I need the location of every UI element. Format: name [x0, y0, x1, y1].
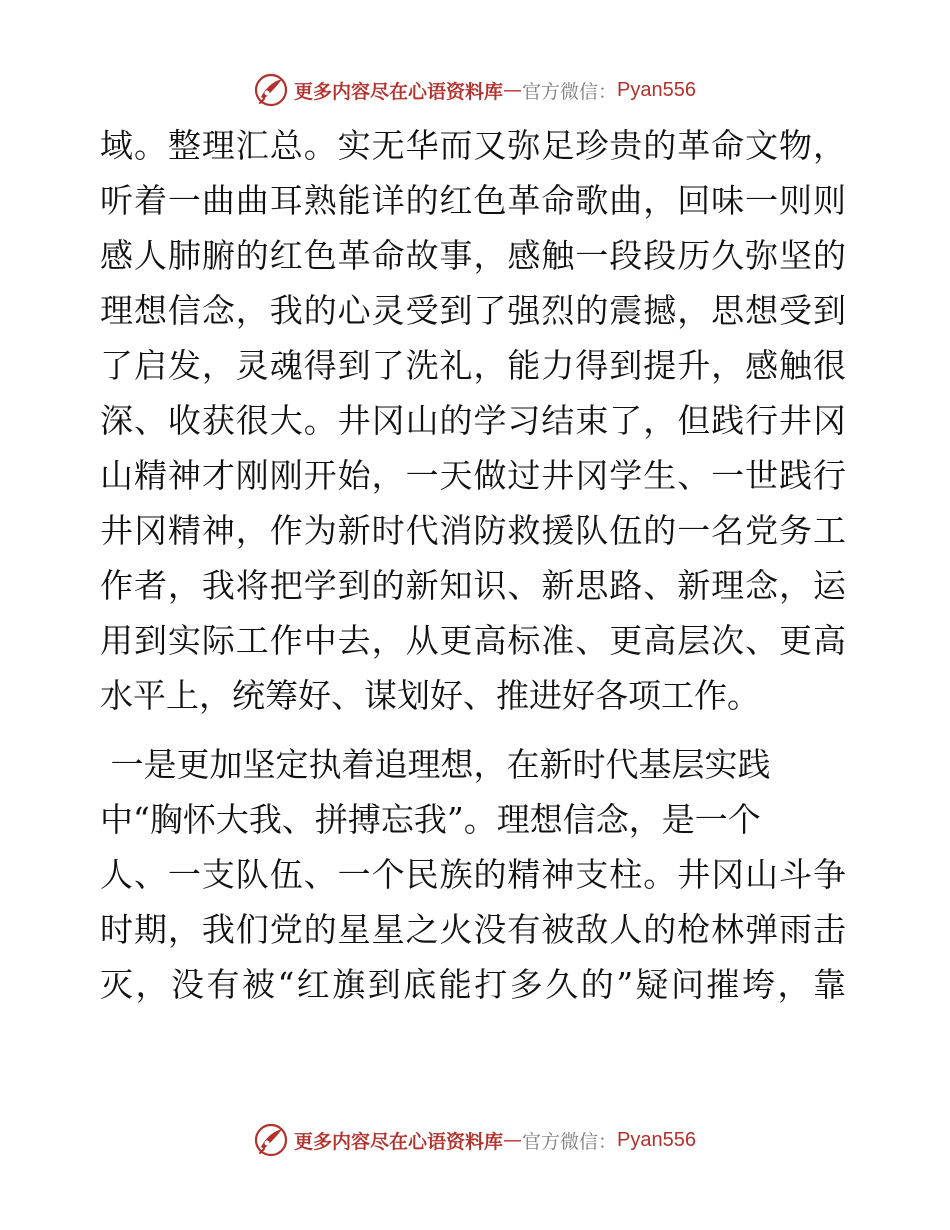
- paragraph-2: [100, 737, 860, 1012]
- text-line: 井冈精神，作为新时代消防救援队伍的一名党务工: [100, 511, 846, 550]
- paragraph-gap: [100, 723, 860, 737]
- text-line: 作者，我将把学到的新知识、新思路、新理念，运: [100, 566, 846, 605]
- text-line: 域。整理汇总。实无华而又弥足珍贵的革命文物，: [100, 126, 846, 165]
- text-line: 一是更加坚定执着追理想，在新时代基层实践: [100, 745, 771, 784]
- quill-logo-icon: [254, 73, 288, 107]
- footer-brand-text: 更多内容尽在心语资料库: [294, 1130, 504, 1153]
- footer-banner: [0, 1122, 950, 1158]
- text-line: 用到实际工作中去，从更高标准、更高层次、更高: [100, 621, 846, 660]
- text-line: 了启发，灵魂得到了洗礼，能力得到提升，感触很: [100, 346, 846, 385]
- header-banner: [0, 72, 950, 108]
- document-body: [100, 118, 860, 1012]
- text-line: 时期，我们党的星星之火没有被敌人的枪林弹雨击: [100, 910, 846, 949]
- header-brand-text: 更多内容尽在心语资料库: [294, 80, 504, 103]
- text-line: 中“胸怀大我、拼搏忘我”。理想信念，是一个: [100, 800, 761, 839]
- header-separator: —: [503, 79, 523, 101]
- text-line: 人、一支队伍、一个民族的精神支柱。井冈山斗争: [100, 855, 846, 894]
- paragraph-1: [100, 118, 860, 723]
- header-wechat-label: 官方微信：: [522, 80, 618, 103]
- footer-separator: —: [503, 1129, 523, 1151]
- footer-wechat-id: Pyan556: [617, 1128, 696, 1151]
- text-line: 山精神才刚刚开始，一天做过井冈学生、一世践行: [100, 456, 846, 495]
- text-line: 听着一曲曲耳熟能详的红色革命歌曲，回味一则则: [100, 181, 846, 220]
- text-line: 灭，没有被“红旗到底能打多久的”疑问摧垮，靠: [100, 965, 846, 1004]
- text-line: 理想信念，我的心灵受到了强烈的震撼，思想受到: [100, 291, 846, 330]
- header-wechat-id: Pyan556: [617, 78, 696, 101]
- quill-logo-icon: [254, 1123, 288, 1157]
- text-line: 水平上，统筹好、谋划好、推进好各项工作。: [100, 676, 760, 715]
- text-line: 深、收获很大。井冈山的学习结束了，但践行井冈: [100, 401, 846, 440]
- footer-wechat-label: 官方微信：: [522, 1130, 618, 1153]
- text-line: 感人肺腑的红色革命故事，感触一段段历久弥坚的: [100, 236, 846, 275]
